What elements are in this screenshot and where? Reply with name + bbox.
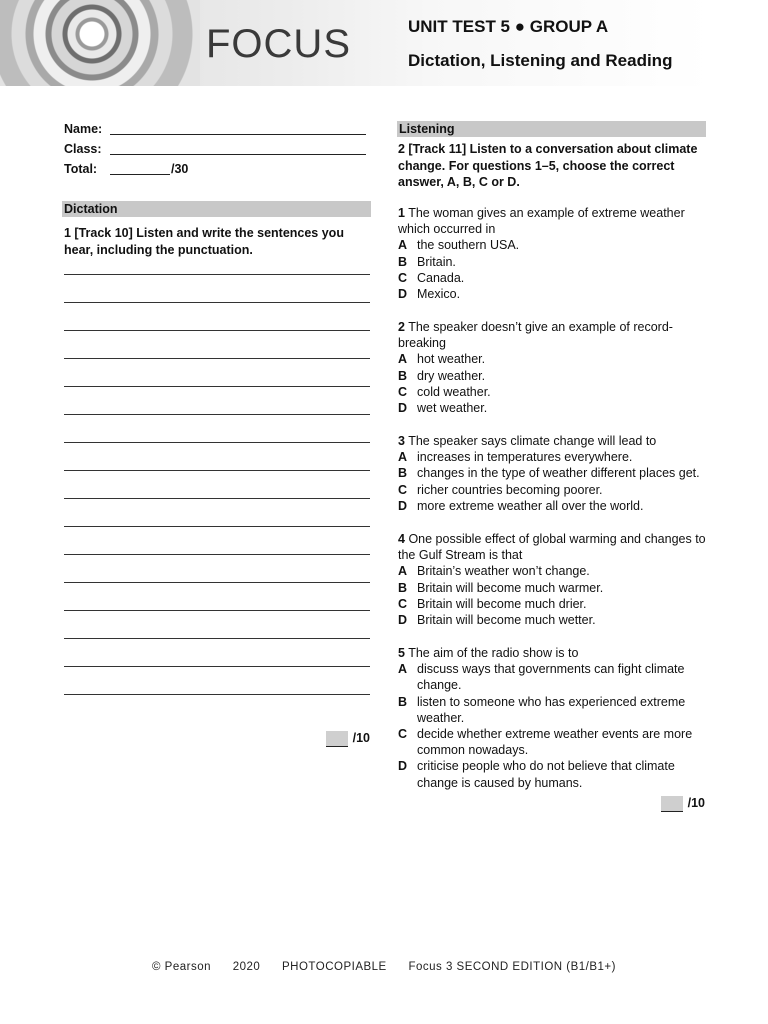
answer-line[interactable] — [64, 666, 370, 667]
option-b[interactable]: B Britain will become much warmer. — [398, 580, 604, 595]
option-c[interactable]: C Britain will become much drier. — [398, 596, 587, 611]
answer-line[interactable] — [64, 386, 370, 387]
option-b[interactable]: B listen to someone who has experienced extreme weather. — [398, 694, 686, 725]
option-d[interactable]: D more extreme weather all over the world. — [398, 498, 644, 513]
question-number: 1 — [398, 206, 405, 220]
answer-line[interactable] — [64, 274, 370, 275]
dictation-score-max: /10 — [352, 731, 370, 745]
listening-score-box[interactable] — [661, 796, 705, 811]
option-c[interactable]: C Canada. — [398, 270, 465, 285]
option-a[interactable]: A the southern USA. — [398, 238, 520, 253]
answer-line[interactable] — [64, 554, 370, 555]
dictation-instruction: 1 [Track 10] Listen and write the sentences you hear, including the punctuation. — [64, 226, 344, 257]
answer-line[interactable] — [64, 498, 370, 499]
focus-logo: FOCUS — [206, 22, 351, 66]
logo-swirl-graphic — [0, 0, 200, 86]
name-label: Name: — [64, 122, 103, 136]
listening-score-max: /10 — [687, 796, 705, 810]
question-stem: The woman gives an example of extreme weather which occurred in — [398, 206, 685, 237]
option-b[interactable]: B changes in the type of weather different places get. — [398, 466, 700, 481]
unit-title: UNIT TEST 5 ● GROUP A — [408, 17, 609, 36]
unit-subtitle: Dictation, Listening and Reading — [408, 51, 673, 70]
dictation-score-box[interactable] — [326, 731, 370, 746]
answer-line[interactable] — [64, 694, 370, 695]
question-2 — [398, 319, 718, 416]
question-5 — [398, 645, 698, 791]
option-b[interactable]: B dry weather. — [398, 368, 486, 383]
option-a[interactable]: A Britain’s weather won’t change. — [398, 564, 590, 579]
question-stem: The aim of the radio show is to — [408, 646, 579, 660]
answer-line[interactable] — [64, 442, 370, 443]
option-d[interactable]: D criticise people who do not believe that climate change is caused by humans. — [398, 759, 675, 790]
question-number: 3 — [398, 434, 405, 448]
listening-instruction: 2 [Track 11] Listen to a conversation about climate change. For questions 1–5, choose the correct answer, A, B, C or D. — [398, 142, 698, 189]
option-d[interactable]: D wet weather. — [398, 401, 488, 416]
answer-line[interactable] — [64, 330, 370, 331]
answer-line[interactable] — [64, 358, 370, 359]
footer-edition: Focus 3 SECOND EDITION (B1/B1+) — [408, 961, 616, 973]
footer-photocopiable: PHOTOCOPIABLE — [282, 961, 387, 973]
question-4 — [398, 531, 718, 628]
question-stem: The speaker doesn’t give an example of record-breaking — [398, 320, 673, 351]
option-a[interactable]: A hot weather. — [398, 352, 486, 367]
answer-line[interactable] — [64, 470, 370, 471]
listening-heading: Listening — [397, 121, 706, 137]
question-number: 5 — [398, 646, 405, 660]
option-d[interactable]: D Britain will become much wetter. — [398, 613, 596, 628]
option-b[interactable]: B Britain. — [398, 254, 456, 269]
answer-line[interactable] — [64, 638, 370, 639]
option-a[interactable]: A increases in temperatures everywhere. — [398, 450, 633, 465]
option-c[interactable]: C richer countries becoming poorer. — [398, 482, 603, 497]
dictation-heading: Dictation — [62, 201, 371, 217]
option-c[interactable]: C cold weather. — [398, 384, 491, 399]
question-1 — [398, 205, 718, 302]
question-3 — [398, 433, 718, 514]
answer-line[interactable] — [64, 582, 370, 583]
question-number: 2 — [398, 320, 405, 334]
option-a[interactable]: A discuss ways that governments can fight climate change. — [398, 662, 685, 693]
option-c[interactable]: C decide whether extreme weather events are more common nowadays. — [398, 727, 693, 758]
answer-line[interactable] — [64, 526, 370, 527]
question-number: 4 — [398, 532, 405, 546]
answer-line[interactable] — [64, 302, 370, 303]
total-field[interactable] — [110, 174, 170, 175]
total-max: /30 — [171, 162, 189, 176]
class-label: Class: — [64, 142, 102, 156]
question-stem: The speaker says climate change will lead to — [408, 434, 657, 448]
answer-line[interactable] — [64, 414, 370, 415]
page-header — [0, 0, 712, 86]
class-field[interactable] — [110, 154, 366, 155]
page-footer — [0, 961, 768, 973]
total-label: Total: — [64, 162, 98, 176]
question-stem: One possible effect of global warming and changes to the Gulf Stream is that — [398, 532, 706, 563]
footer-year: 2020 — [232, 961, 261, 973]
answer-line[interactable] — [64, 610, 370, 611]
option-d[interactable]: D Mexico. — [398, 287, 461, 302]
name-field[interactable] — [110, 134, 366, 135]
footer-copyright: © Pearson — [152, 961, 212, 973]
